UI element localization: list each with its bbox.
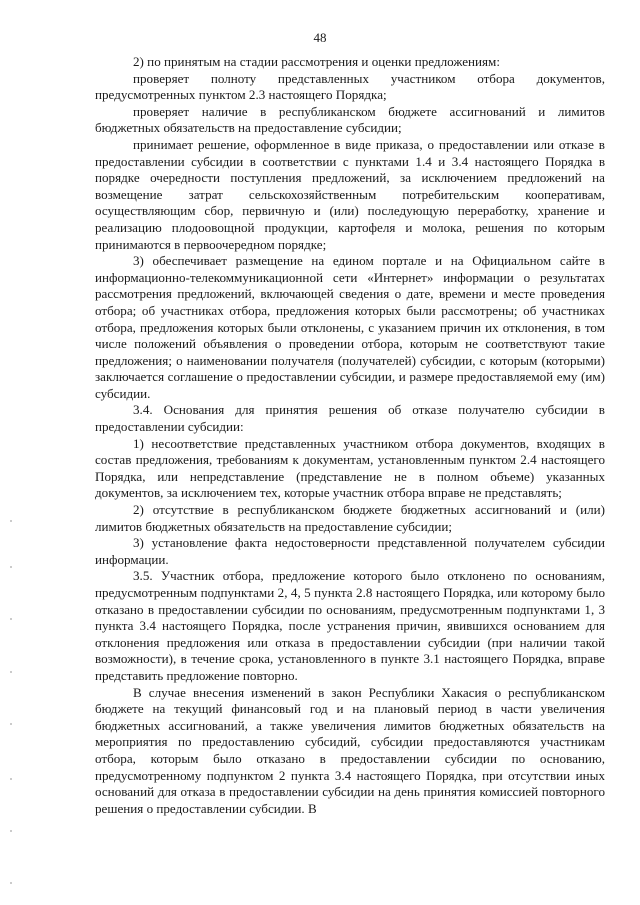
paragraph-section-3-5: 3.5. Участник отбора, предложение которого было отклонено по основаниям, предусмотренным подпунктами 2, 4, 5 пункта 2.8 настоящего Порядка, или которому было отказано в предоставлении субсидии по основаниям, предусмотренным подпунктами 1, 3 пункта 3.4 настоящего Порядка, после устранения причин, явившихся основанием для отклонения предложения или отказа в предоставлении субсидии (при наличии такой возможности), в течение срока, установленного в пункте 3.1 настоящего Порядка, вправе представить предложение повторно. [95, 568, 605, 683]
paragraph-publication: 3) обеспечивает размещение на едином портале и на Официальном сайте в информационно-телекоммуникационной сети «Интернет» информации о результатах рассмотрения предложений, включающей сведения о дате, времени и месте проведения отбора; об участниках отбора, предложения которых были рассмотрены; об участниках отбора, предложения которых были отклонены, с указанием причин их отклонения, в том числе положений объявления о проведении отбора, которым не соответствуют такие предложения; о наименовании получателя (получателей) субсидии, с которым (которыми) заключается соглашение о предоставлении субсидии, и размере предоставляемой ему (им) субсидии. [95, 253, 605, 401]
page-number: 48 [313, 30, 327, 45]
paragraph-item-3: 3) установление факта недостоверности представленной получателем субсидии информации. [95, 535, 605, 567]
paragraph-check-budget: проверяет наличие в республиканском бюджете ассигнований и лимитов бюджетных обязательств на предоставление субсидии; [95, 103, 605, 136]
paragraph-item-1: 1) несоответствие представленных участником отбора документов, входящих в состав предложения, требованиям к документам, установленным пунктом 2.4 настоящего Порядка, или непредставление (представление не в полном объеме) указанных документов, за исключением тех, которые участник отбора вправе не представлять; [95, 435, 605, 501]
paragraph-decision: принимает решение, оформленное в виде приказа, о предоставлении или отказе в предоставлении субсидии в соответствии с пунктами 1.4 и 3.4 настоящего Порядка в порядке очередности поступления предложений, за исключением предложений на возмещение затрат сельскохозяйственным потребительским кооперативам, осуществляющим сбор, первичную и (или) последующую переработку, хранение и реализацию плодоовощной продукции, картофеля и молока, решения по которым принимаются в первоочередном порядке; [95, 136, 605, 252]
paragraph-check-completeness: проверяет полноту представленных участником отбора документов, предусмотренных пунктом 2.3 настоящего Порядка; [95, 70, 605, 103]
paragraph-review-proposals: 2) по принятым на стадии рассмотрения и оценки предложениям: [133, 54, 500, 69]
paragraph-budget-changes: В случае внесения изменений в закон Республики Хакасия о республиканском бюджете на текущий финансовый год и на плановый период в части увеличения бюджетных ассигнований, а также увеличения лимитов бюджетных обязательств на мероприятия по предоставлению субсидий, субсидии предоставляются участникам отбора, которым было отказано в предоставлении субсидии по основанию, предусмотренному подпунктом 2 пункта 3.4 настоящего Порядка, при отсутствии иных оснований для отказа в предоставлении субсидии на день принятия комиссией повторного решения о предоставлении субсидии. В [95, 684, 605, 816]
scan-margin-marks [10, 520, 16, 890]
paragraph-item-2: 2) отсутствие в республиканском бюджете бюджетных ассигнований и (или) лимитов бюджетных обязательств на предоставление субсидии; [95, 502, 605, 534]
paragraph-section-3-4: 3.4. Основания для принятия решения об отказе получателю субсидии в предоставлении субсидии: [95, 402, 605, 435]
document-body [95, 54, 605, 817]
